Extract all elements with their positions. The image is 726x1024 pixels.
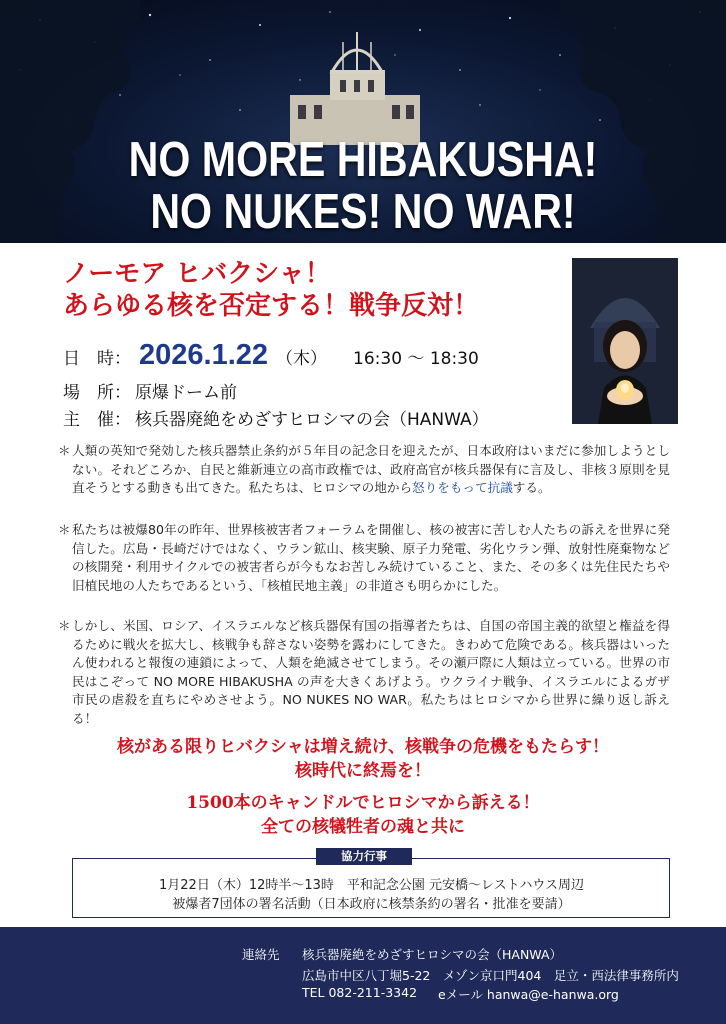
event-host: 核兵器廃絶をめざすヒロシマの会（HANWA） xyxy=(135,410,489,430)
paragraph-2 xyxy=(58,521,670,595)
paragraph-1-accent: 怒りをもって抗議 xyxy=(412,480,513,496)
cooperation-line2: 被爆者7団体の署名活動（日本政府に核禁条約の署名・批准を要請） xyxy=(172,897,571,912)
paragraph-1-text: 人類の英知で発効した核兵器禁止条約が５年目の記念日を迎えたが、日本政府はいまだに参加しようとしない。それどころか、自民と維新連立の高市政権では、政府高官が核兵器保有に言及し、非核３原則を見直そうとする動きも出てきた。私たちは、ヒロシマの地から xyxy=(72,443,670,496)
headline-line1: ノーモア ヒバクシャ！ xyxy=(63,259,331,289)
headline-line2: あらゆる核を否定する！戦争反対！ xyxy=(63,291,480,321)
contact-tel: TEL 082-211-3342 xyxy=(302,985,418,1000)
paragraph-1-end: する。 xyxy=(512,480,551,496)
contact-email: eメール hanwa@e-hanwa.org xyxy=(438,987,619,1002)
bullet-star: ＊ xyxy=(58,522,71,537)
bullet-star: ＊ xyxy=(58,618,71,633)
event-date: 2026.1.22 xyxy=(139,339,269,371)
event-time: 16:30 ～ 18:30 xyxy=(353,349,479,369)
event-date-row xyxy=(63,339,479,372)
paragraph-2-text: 私たちは被爆80年の昨年、世界核被害者フォーラムを開催し、核の被害に苦しむ人たちの訴えを世界に発信した。広島・長崎だけではなく、ウラン鉱山、核実験、原子力発電、劣化ウラン弾、放射性廃棄物などの核開発・利用サイクルでの被害者らが今もなお苦しみ続けていること、また、その多くは先住民たちや旧植民地の人たちであるという、「核植民地主義」の非道さも明らかにした。 xyxy=(72,522,670,593)
hero-banner xyxy=(0,0,726,243)
event-host-row xyxy=(63,405,489,430)
place-label: 場 所： xyxy=(63,383,131,403)
paragraph-3-text: しかし、米国、ロシア、イスラエルなど核兵器保有国の指導者たちは、自国の帝国主義的欲望と権益を得るために戦火を拡大し、核戦争も辞さない姿勢を露わにしてきた。きわめて危険である。核兵器はいったん使われると報復の連鎖によって、人類を絶滅させてしまう。その瀬戸際に人類は立っている。世界の市民はこぞって NO MORE HIBAKUSHA の声を大きくあげよう。ウクライナ戦争、イスラエルによるガザ市民の虐殺を直ちにやめさせよう。NO NUKES NO WAR。私たちはヒロシマから世界に繰り返し訴える！ xyxy=(72,618,670,726)
cooperation-tag: 協力行事 xyxy=(316,848,412,865)
appeal-line2: 核時代に終焉を！ xyxy=(295,761,431,781)
event-place-row xyxy=(63,378,237,403)
event-place: 原爆ドーム前 xyxy=(135,383,237,403)
cooperation-line1: 1月22日（木）12時半～13時 平和記念公園 元安橋～レストハウス周辺 xyxy=(159,878,584,893)
candle-girl-photo xyxy=(572,258,678,424)
contact-address: 広島市中区八丁堀5-22 メゾン京口門404 足立・西法律事務所内 xyxy=(302,968,679,983)
hero-title-line2: NO NUKES! NO WAR! xyxy=(150,185,576,239)
paragraph-3 xyxy=(58,617,670,729)
bullet-star: ＊ xyxy=(58,443,71,458)
appeal-line4: 全ての核犠牲者の魂と共に xyxy=(261,817,465,837)
contact-label: 連絡先 xyxy=(242,947,280,962)
event-weekday: （木） xyxy=(276,349,328,369)
footer-contact xyxy=(0,927,726,1024)
contact-org: 核兵器廃絶をめざすヒロシマの会（HANWA） xyxy=(302,947,563,962)
hero-title-line1: NO MORE HIBAKUSHA! xyxy=(128,133,598,187)
host-label: 主 催： xyxy=(63,410,131,430)
date-label: 日 時： xyxy=(63,349,131,369)
appeal-line3: 1500本のキャンドルでヒロシマから訴える！ xyxy=(186,793,540,813)
paragraph-1 xyxy=(58,442,670,498)
appeal-line1: 核がある限りヒバクシャは増え続け、核戦争の危機をもたらす！ xyxy=(117,737,609,757)
